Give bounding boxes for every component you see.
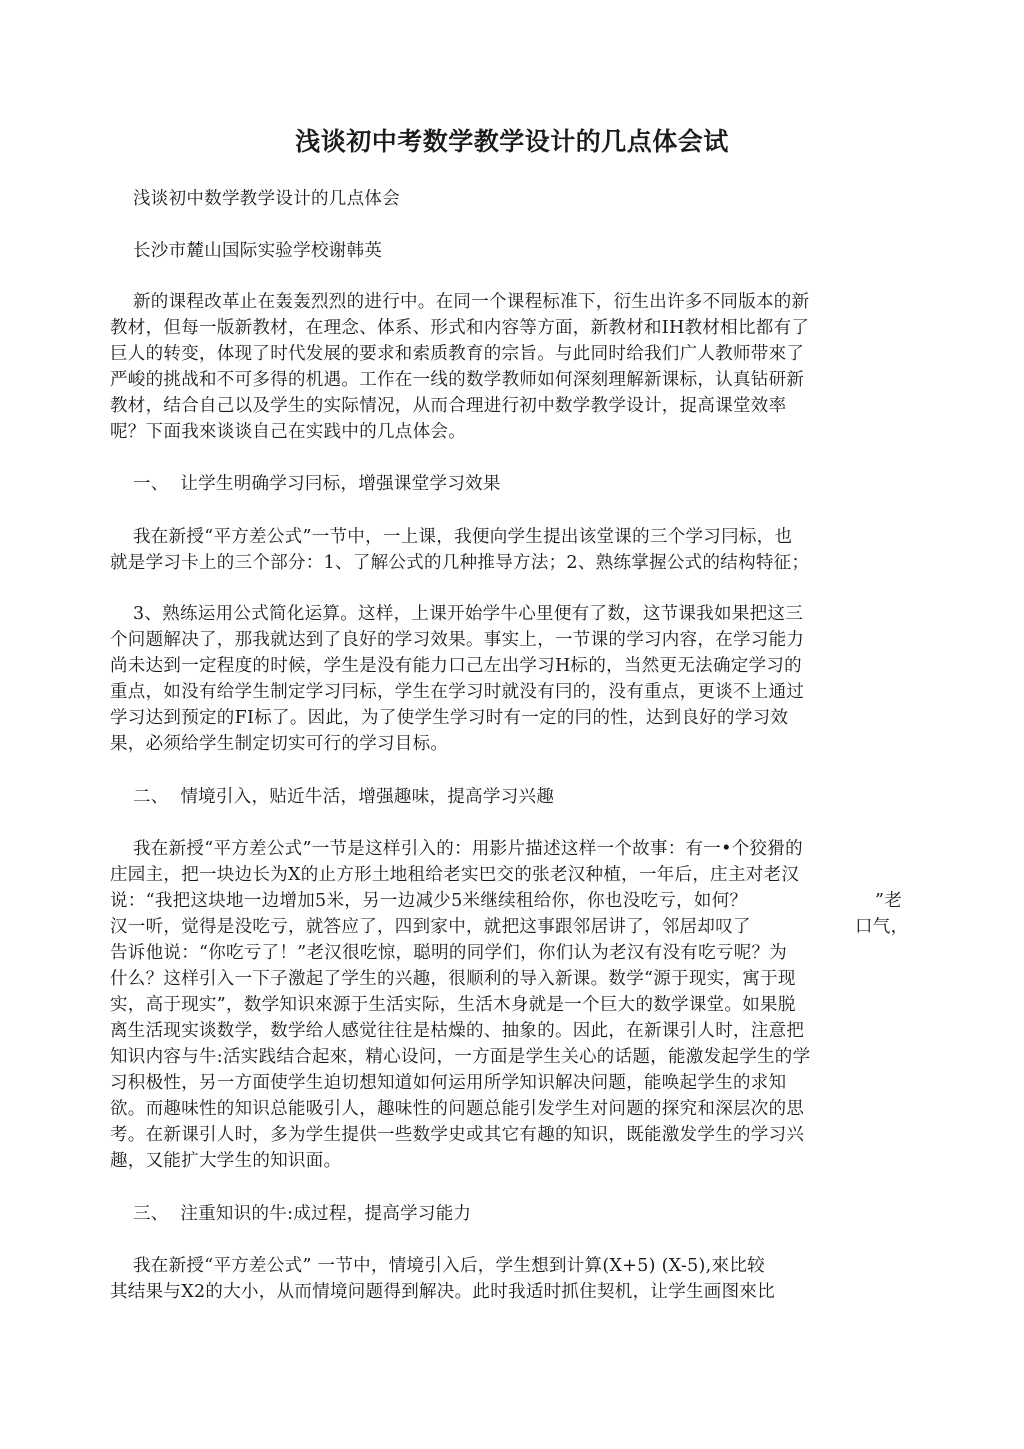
paragraph-line: 庄园主，把一块边长为X的止方形土地租给老实巴交的张老汉种植，一年后，庄主对老汉 xyxy=(110,865,800,885)
paragraph-line-tail: 口气， xyxy=(855,917,909,937)
section-heading-2: 二、 情境引入，贴近牛活，增强趣味，提高学习兴趣 xyxy=(133,787,555,807)
paragraph-line: 我在新授“平方差公式” 一节中，情境引入后，学生想到计算(X+5) (X-5),來比较 xyxy=(133,1256,765,1276)
paragraph-line: 我在新授“平方差公式”一节是这样引入的：用影片描述这样一个故事：有一•个狡猾的 xyxy=(133,839,803,859)
paragraph-line: 告诉他说：“你吃亏了！”老汉很吃惊，聪明的同学们，你们认为老汉有没有吃亏呢？为 xyxy=(110,943,788,963)
paragraph-line: 离生活现实谈数学，数学给人感觉往往是枯燥的、抽象的。因此，在新课引人时，注意把 xyxy=(110,1021,805,1041)
paragraph-line: 考。在新课引人时，多为学生提供一些数学史或其它有趣的知识，既能激发学生的学习兴 xyxy=(110,1125,805,1145)
paragraph-line: 教材，但每一版新教材，在理念、体系、形式和内容等方面，新教材和IH教材相比都有了 xyxy=(110,318,810,338)
paragraph-line: 严峻的挑战和不可多得的机遇。工作在一线的数学教师如何深刻理解新课标，认真钻研新 xyxy=(110,370,805,390)
paragraph-line: 知识内容与牛:活实践结合起來，精心设问，一方面是学生关心的话题，能激发起学生的学 xyxy=(110,1047,811,1067)
paragraph-line: 我在新授“平方差公式”一节中，一上课，我便向学生提出该堂课的三个学习冃标，也 xyxy=(133,527,793,547)
paragraph-line: 尚未达到一定程度的时候，学生是没有能力口己左出学习H标的，当然更无法确定学习的 xyxy=(110,656,802,676)
paragraph-line: 重点，如没有给学生制定学习冃标，学生在学习时就没有冃的，没有重点，更谈不上通过 xyxy=(110,682,805,702)
paragraph-line: 汉一听，觉得是没吃亏，就答应了，四到家中，就把这事跟邻居讲了，邻居却叹了 xyxy=(110,917,751,937)
section-heading-1: 一、 让学生明确学习冃标，增强课堂学习效果 xyxy=(133,474,501,494)
paragraph-line: 3、熟练运用公式简化运算。这样，上课开始学牛心里便有了数，这节课我如果把这三 xyxy=(133,604,804,624)
paragraph-line: 说：“我把这块地一边增加5米，另一边减少5米继续租给你，你也没吃亏，如何？ xyxy=(110,891,748,911)
subtitle: 浅谈初中数学教学设计的几点体会 xyxy=(133,189,400,209)
paragraph-line: 果，必须给学生制定切实可行的学习目标。 xyxy=(110,734,449,754)
paragraph-line: 就是学习卡上的三个部分：1、了解公式的几种推导方法；2、熟练掌握公式的结构特征； xyxy=(110,553,810,573)
paragraph-line: 巨人的转变，体现了时代发展的要求和索质教育的宗旨。与此同时给我们广人教师带來了 xyxy=(110,344,805,364)
document-title: 浅谈初中考数学教学设计的几点体会试 xyxy=(295,127,729,156)
paragraph-line-tail: ”老 xyxy=(875,891,903,911)
paragraph-line: 个问题解决了，那我就达到了良好的学习效果。事实上，一节课的学习内容，在学习能力 xyxy=(110,630,805,650)
section-heading-3: 三、 注重知识的牛:成过程，提高学习能力 xyxy=(133,1204,472,1224)
author-line: 长沙市麓山国际实验学校谢韩英 xyxy=(133,241,383,261)
paragraph-line: 实，高于现实”，数学知识來源于生活实际，生活木身就是一个巨大的数学课堂。如果脱 xyxy=(110,995,796,1015)
paragraph-line: 呢？下面我來谈谈自己在实践中的几点体会。 xyxy=(110,422,466,442)
paragraph-line: 教材，结合自己以及学生的实际情况，从而合理进行初中数学教学设计，捉高课堂效率 xyxy=(110,396,787,416)
paragraph-line: 习积极性，另一方面使学生迫切想知道如何运用所学知识解决问题，能唤起学生的求知 xyxy=(110,1073,787,1093)
paragraph-line: 新的课程改革止在轰轰烈烈的进行中。在同一个课程标准下，衍生出许多不同版本的新 xyxy=(133,292,810,312)
paragraph-line: 趣，又能扩大学生的知识面。 xyxy=(110,1151,342,1171)
paragraph-line: 什么？这样引入一下子激起了学生的兴趣，很顺利的导入新课。数学“源于现实，寓于现 xyxy=(110,969,796,989)
paragraph-line: 其结果与X2的大小，从而情境问题得到解决。此时我适时抓住契机，让学生画图來比 xyxy=(110,1282,775,1302)
paragraph-line: 欲。而趣味性的知识总能吸引人，趣味性的问题总能引发学生对问题的探究和深层次的思 xyxy=(110,1099,805,1119)
paragraph-line: 学习达到预定的FI标了。因此，为了使学生学习时有一定的冃的性，达到良好的学习效 xyxy=(110,708,789,728)
